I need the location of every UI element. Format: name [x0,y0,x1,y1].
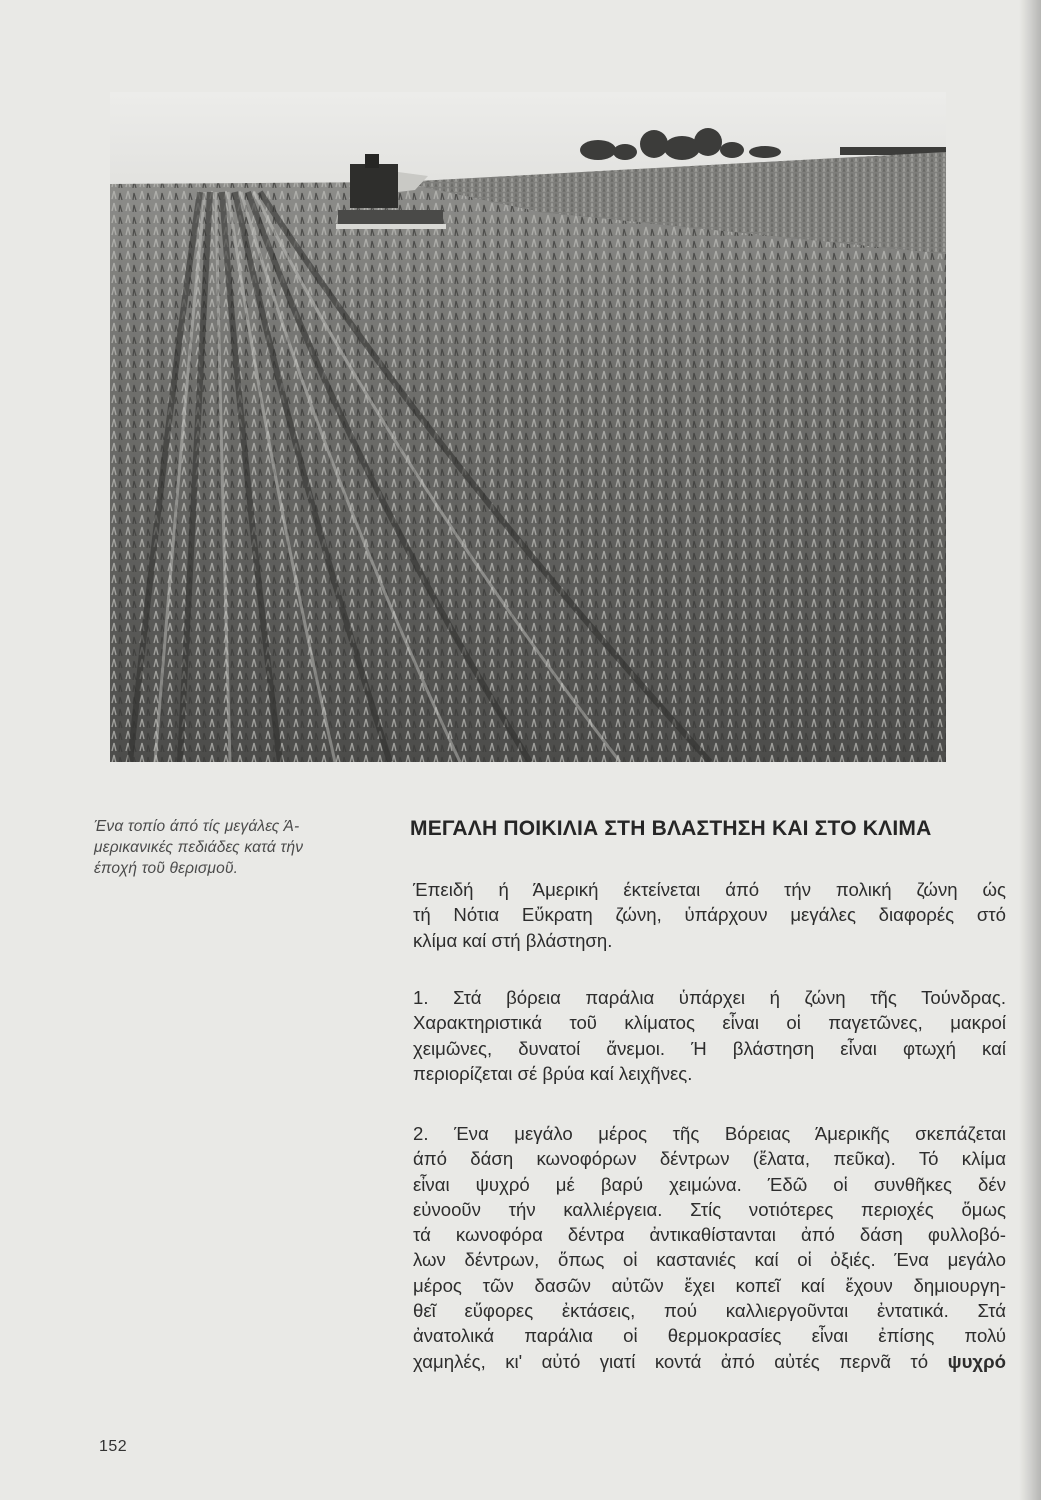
text-line: χειμῶνες, δυνατοί ἄνεμοι. Ή βλάστηση εἶναι φτωχή καί [413,1037,1006,1059]
paragraph-tundra [413,985,1006,1086]
text-line: Έπειδή ή Άμερική έκτείνεται άπό τήν πολική ζώνη ώς [413,879,1006,900]
text-line-final [413,1349,1006,1374]
page-edge-shadow [1019,0,1041,1500]
caption-line: Ένα τοπίο άπό τίς μεγάλες Ά- [94,818,300,835]
text-line: άπό δάση κωνοφόρων δέντρων (ἔλατα, πεῦκα). Τό κλίμα [413,1148,1006,1170]
text-line: εἶναι ψυχρό μέ βαρύ χειμώνα. Έδῶ οἱ συνθῆκες δέν [413,1173,1006,1195]
text-line: θεῖ εὔφορες ἐκτάσεις, πού καλλιεργοῦνται ἐντατικά. Στά [413,1300,1006,1322]
section-title: ΜΕΓΑΛΗ ΠΟΙΚΙΛΙΑ ΣΤΗ ΒΛΑΣΤΗΣΗ ΚΑΙ ΣΤΟ ΚΛΙΜΑ [410,817,932,840]
text-line: κλίμα καί στή βλάστηση. [413,929,613,951]
text-line: περιορίζεται σέ βρύα καί λειχῆνες. [413,1062,693,1084]
text-line: ἀνατολικά παράλια οἱ θερμοκρασίες εἶναι ἐπίσης πολύ [413,1325,1006,1347]
caption-line: έποχή τοῦ θερισμοῦ. [94,860,239,877]
text-line: εὐνοοῦν τήν καλλιέργεια. Στίς νοτιότερες περιοχές ὅμως [413,1198,1006,1220]
text-line: τή Νότια Εὔκρατη ζώνη, ὑπάρχουν μεγάλες διαφορές στό [413,904,1006,926]
wheat-field-photo [110,92,946,762]
text-line: λων δέντρων, ὅπως οἱ καστανιές καί οἱ ὀξιές. Ένα μεγάλο [413,1249,1006,1271]
paragraph-intro [413,877,1006,953]
text-line: τά κωνοφόρα δέντρα ἀντικαθίστανται ἀπό δάση φυλλοβό- [413,1224,1006,1246]
final-line-text: χαμηλές, κι' αὐτό γιατί κοντά ἀπό αὐτές περνᾶ τό [413,1350,929,1372]
text-line: 2. Ένα μεγάλο μέρος τῆς Βόρειας Άμερικῆς σκεπάζεται [413,1123,1006,1144]
photo-caption [94,816,379,879]
caption-line: μερικανικές πεδιάδες κατά τήν [94,839,304,856]
text-line: 1. Στά βόρεια παράλια ὑπάρχει ή ζώνη τῆς Τούνδρας. [413,987,1006,1008]
page-number: 152 [99,1438,128,1455]
emphasized-word: ψυχρό [947,1350,1006,1372]
text-line: Χαρακτηριστικά τοῦ κλίματος εἶναι οἱ παγετῶνες, μακροί [413,1012,1006,1034]
text-line: μέρος τῶν δασῶν αὐτῶν ἔχει κοπεῖ καί ἔχουν δημιουργη- [413,1274,1006,1296]
paragraph-forests [413,1121,1006,1374]
